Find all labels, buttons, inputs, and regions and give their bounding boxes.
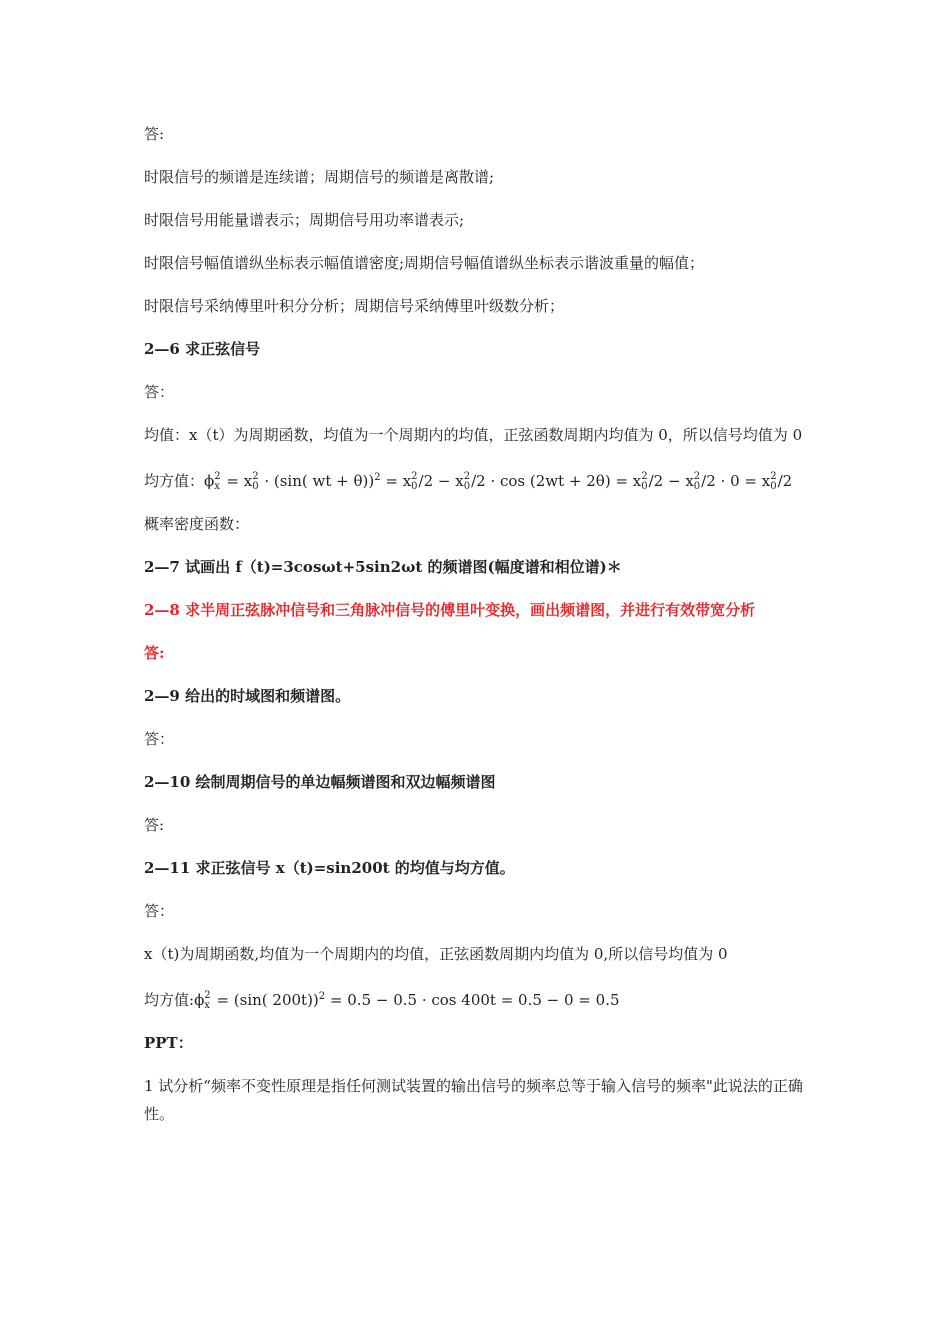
- question-heading-2-8: 2—8 求半周正弦脉冲信号和三角脉冲信号的傅里叶变换，画出频谱图，并进行有效带宽分析: [144, 601, 756, 619]
- ppt-heading: PPT：: [144, 1034, 193, 1052]
- text-line: x（t)为周期函数,均值为一个周期内的均值，正弦函数周期内均值为 0,所以信号均值为 0: [144, 945, 728, 963]
- text-line: 均值：x（t）为周期函数，均值为一个周期内的均值，正弦函数周期内均值为 0，所以信号均值为 0: [144, 426, 803, 444]
- text-line: 时限信号用能量谱表示；周期信号用功率谱表示;: [144, 211, 465, 229]
- answer-label: 答:: [144, 644, 165, 662]
- answer-label: 答：: [144, 383, 175, 401]
- text-line: 时限信号的频谱是连续谱；周期信号的频谱是离散谱;: [144, 168, 495, 186]
- answer-label: 答:: [144, 816, 165, 834]
- answer-label: 答:: [144, 125, 165, 143]
- text-line: 时限信号幅值谱纵坐标表示幅值谱密度;周期信号幅值谱纵坐标表示谐波重量的幅值；: [144, 254, 705, 272]
- mean-square-formula-2: 均方值:ϕ 2 x = (sin( 200t))$^2$ = 0.5 − 0.5 · cos 400t = 0.5 − 0 = 0.5: [144, 990, 620, 1011]
- text-line: 概率密度函数：: [144, 515, 250, 533]
- answer-label: 答：: [144, 730, 175, 748]
- text-line: 1 试分析“频率不变性原理是指任何测试装置的输出信号的频率总等于输入信号的频率"此说法的正确性。: [144, 1077, 803, 1123]
- text-line: 时限信号采纳傅里叶积分分析；周期信号采纳傅里叶级数分析；: [144, 297, 565, 315]
- mean-square-formula-1: 均方值：ϕ 2 x = x 2 0 · (sin( wt + θ))$^2$ = x 2 0 /2 − x 2 0 /2 · cos (2wt + 2θ) = x 2 0 /2 − x 2 0 /2 · 0 = x 2 0 /2: [144, 471, 793, 492]
- answer-label: 答：: [144, 902, 175, 920]
- question-heading-2-10: 2—10 绘制周期信号的单边幅频谱图和双边幅频谱图: [144, 773, 496, 791]
- question-heading-2-11: 2—11 求正弦信号 x（t)=sin200t 的均值与均方值。: [144, 859, 515, 877]
- question-heading-2-6: 2—6 求正弦信号: [144, 340, 261, 358]
- question-heading-2-7: 2—7 试画出 f（t)=3cosωt+5sin2ωt 的频谱图(幅度谱和相位谱)＊: [144, 558, 622, 576]
- question-heading-2-9: 2—9 给出的时域图和频谱图。: [144, 687, 351, 705]
